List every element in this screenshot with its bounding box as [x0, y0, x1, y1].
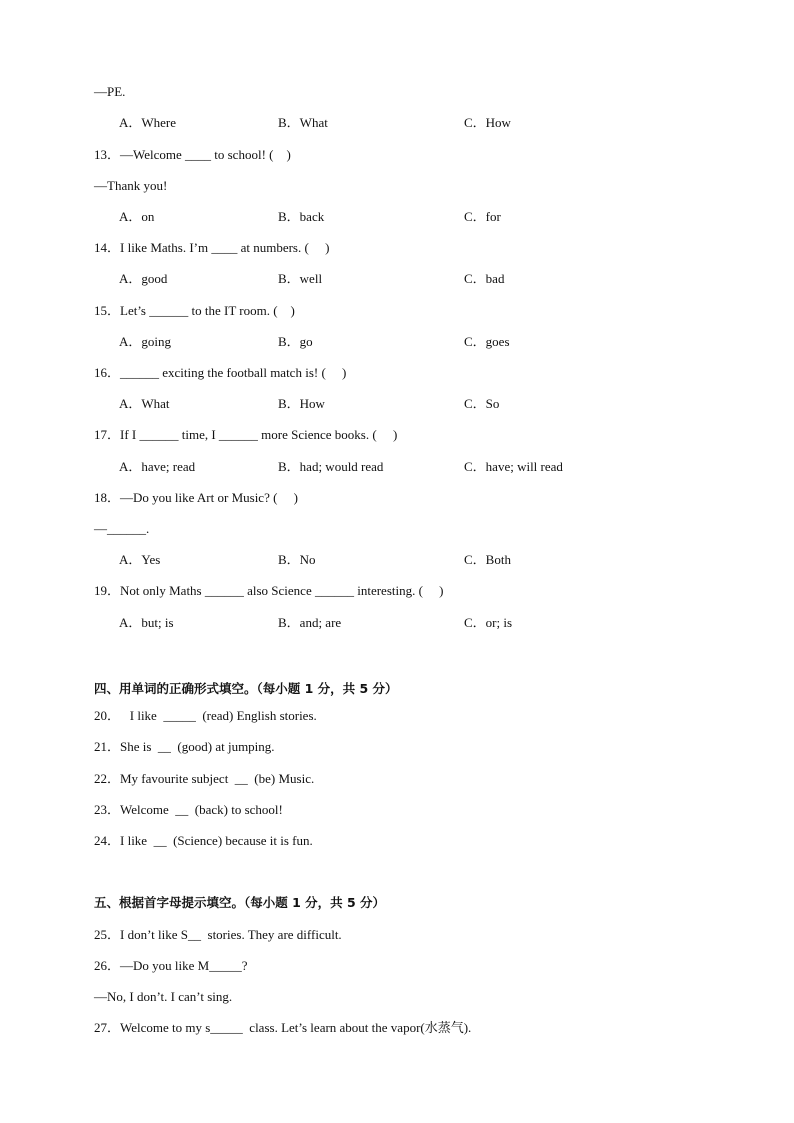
question-18: 18．—Do you like Art or Music? ( )	[94, 490, 299, 505]
options-14	[0, 271, 794, 287]
question-22: 22．My favourite subject __ (be) Music.	[94, 771, 315, 786]
option-c[interactable]: C．So	[464, 396, 500, 411]
options-18	[0, 552, 794, 568]
question-15: 15．Let’s ______ to the IT room. ( )	[94, 303, 295, 318]
option-a[interactable]: A．What	[119, 396, 170, 411]
question-26-response-line: —No, I don’t. I can’t sing.	[94, 989, 233, 1004]
option-b[interactable]: B．and; are	[278, 615, 342, 630]
section-5-heading: 五、根据首字母提示填空。（每小题 1 分，共 5 分）	[94, 895, 386, 910]
question-16: 16．______ exciting the football match is! ( )	[94, 365, 347, 380]
option-c[interactable]: C．How	[464, 115, 511, 130]
option-a[interactable]: A．Yes	[119, 552, 161, 567]
question-24: 24．I like __ (Science) because it is fun.	[94, 833, 313, 848]
question-26: 26．—Do you like M_____?	[94, 958, 248, 973]
option-b[interactable]: B．No	[278, 552, 316, 567]
option-c[interactable]: C．goes	[464, 334, 510, 349]
option-a[interactable]: A．have; read	[119, 459, 196, 474]
question-13-response-line: —Thank you!	[94, 178, 168, 193]
question-23: 23．Welcome __ (back) to school!	[94, 802, 283, 817]
options-19	[0, 615, 794, 631]
option-b[interactable]: B．back	[278, 209, 325, 224]
option-c[interactable]: C．have; will read	[464, 459, 563, 474]
options-16	[0, 396, 794, 412]
question-12-answer-line: —PE.	[94, 84, 126, 99]
option-b[interactable]: B．How	[278, 396, 325, 411]
option-b[interactable]: B．had; would read	[278, 459, 384, 474]
options-12	[0, 115, 794, 131]
question-17: 17．If I ______ time, I ______ more Science books. ( )	[94, 427, 398, 442]
option-c[interactable]: C．bad	[464, 271, 505, 286]
question-21: 21．She is __ (good) at jumping.	[94, 739, 275, 754]
section-4-heading: 四、用单词的正确形式填空。（每小题 1 分，共 5 分）	[94, 681, 398, 696]
option-a[interactable]: A．Where	[119, 115, 177, 130]
option-b[interactable]: B．What	[278, 115, 328, 130]
question-20: 20． I like _____ (read) English stories.	[94, 708, 317, 723]
options-15	[0, 334, 794, 350]
option-b[interactable]: B．well	[278, 271, 323, 286]
question-13: 13．—Welcome ____ to school! ( )	[94, 147, 291, 162]
option-c[interactable]: C．Both	[464, 552, 511, 567]
question-18-response-line: —______.	[94, 521, 150, 536]
option-a[interactable]: A．but; is	[119, 615, 174, 630]
option-b[interactable]: B．go	[278, 334, 313, 349]
question-19: 19．Not only Maths ______ also Science ______ interesting. ( )	[94, 583, 444, 598]
question-27: 27．Welcome to my s_____ class. Let’s learn about the vapor(水蒸气).	[94, 1020, 472, 1035]
options-17	[0, 459, 794, 475]
option-c[interactable]: C．for	[464, 209, 501, 224]
option-a[interactable]: A．going	[119, 334, 172, 349]
question-25: 25．I don’t like S__ stories. They are difficult.	[94, 927, 342, 942]
option-a[interactable]: A．on	[119, 209, 155, 224]
options-13	[0, 209, 794, 225]
option-c[interactable]: C．or; is	[464, 615, 513, 630]
question-14: 14．I like Maths. I’m ____ at numbers. ( )	[94, 240, 330, 255]
option-a[interactable]: A．good	[119, 271, 168, 286]
